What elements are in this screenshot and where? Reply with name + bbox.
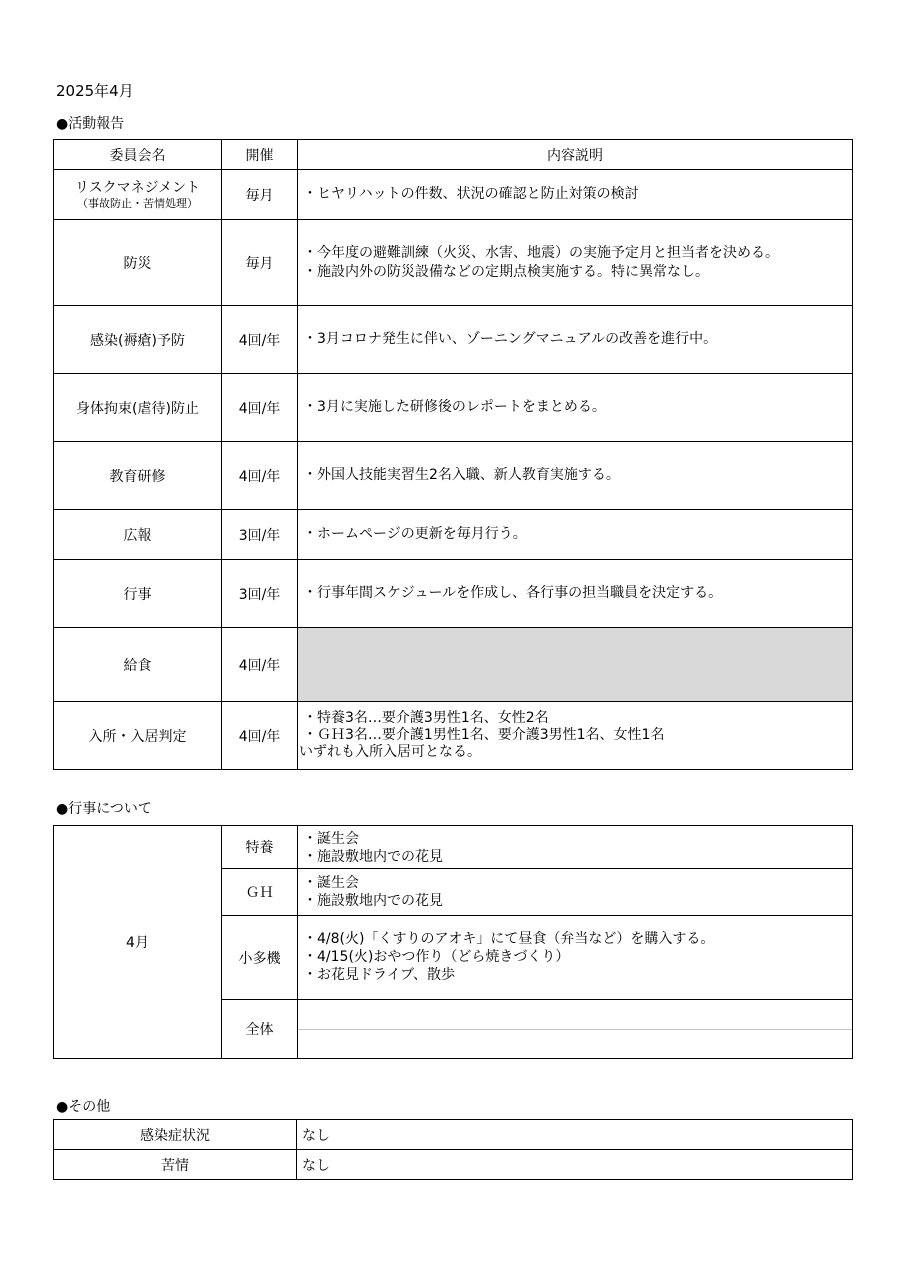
table-row <box>54 560 853 628</box>
event-content <box>298 826 853 869</box>
committee-name: 入所・入居判定 <box>54 702 222 770</box>
event-content <box>298 869 853 916</box>
event-line: ・4/15(火)おやつ作り（どら焼きづくり） <box>303 949 570 965</box>
event-group-label: 全体 <box>222 1000 298 1059</box>
event-line: ・お花見ドライブ、散歩 <box>303 967 456 983</box>
committee-name <box>54 170 222 220</box>
event-line: ・施設敷地内での花見 <box>303 893 443 909</box>
frequency-cell: 4回/年 <box>222 702 298 770</box>
event-line: ・施設敷地内での花見 <box>303 849 443 865</box>
description-cell <box>298 220 853 306</box>
events-table <box>53 825 853 1059</box>
table-row <box>54 510 853 560</box>
description-cell <box>298 702 853 770</box>
event-line: ・4/8(火)「くすりのアオキ」にて昼食（弁当など）を購入する。 <box>303 931 715 947</box>
event-group-label: 特養 <box>222 826 298 869</box>
description-line: ・3月に実施した研修後のレポートをまとめる。 <box>303 399 606 415</box>
events-section-title: ●行事について <box>56 801 152 817</box>
table-row <box>54 628 853 702</box>
description-line: ・ホームページの更新を毎月行う。 <box>303 526 527 542</box>
other-value: なし <box>297 1150 853 1180</box>
column-header-description: 内容説明 <box>298 140 853 170</box>
frequency-cell: 4回/年 <box>222 442 298 510</box>
description-cell <box>298 442 853 510</box>
table-row <box>54 1120 853 1150</box>
event-group-label: ＧＨ <box>222 869 298 916</box>
table-row <box>54 170 853 220</box>
frequency-cell: 3回/年 <box>222 560 298 628</box>
description-line: ・施設内外の防災設備などの定期点検実施する。特に異常なし。 <box>303 263 709 280</box>
other-value: なし <box>297 1120 853 1150</box>
frequency-cell: 4回/年 <box>222 628 298 702</box>
description-cell <box>298 170 853 220</box>
event-month: 4月 <box>54 826 222 1059</box>
committee-name: 防災 <box>54 220 222 306</box>
other-label: 苦情 <box>54 1150 297 1180</box>
frequency-cell: 4回/年 <box>222 374 298 442</box>
table-row <box>54 374 853 442</box>
description-cell <box>298 306 853 374</box>
frequency-cell: 4回/年 <box>222 306 298 374</box>
description-line: ・外国人技能実習生2名入職、新人教育実施する。 <box>303 467 620 483</box>
table-row <box>54 702 853 770</box>
event-content-empty <box>298 1000 853 1059</box>
description-cell-empty <box>298 628 853 702</box>
event-group-label: 小多機 <box>222 916 298 1000</box>
description-cell <box>298 374 853 442</box>
column-header-frequency: 開催 <box>222 140 298 170</box>
activity-table <box>53 139 853 770</box>
column-header-committee: 委員会名 <box>54 140 222 170</box>
description-line: ・3月コロナ発生に伴い、ゾーニングマニュアルの改善を進行中。 <box>303 331 718 347</box>
table-row <box>54 306 853 374</box>
frequency-cell: 3回/年 <box>222 510 298 560</box>
empty-subrow <box>298 1000 852 1030</box>
description-line: ・ヒヤリハットの件数、状況の確認と防止対策の検討 <box>303 186 639 202</box>
committee-name-main: リスクマネジメント <box>74 179 201 196</box>
committee-name: 教育研修 <box>54 442 222 510</box>
table-row <box>54 220 853 306</box>
committee-name-sub: （事故防止・苦情処理） <box>77 196 198 210</box>
committee-name: 身体拘束(虐待)防止 <box>54 374 222 442</box>
committee-name: 行事 <box>54 560 222 628</box>
report-date: 2025年4月 <box>56 82 134 100</box>
committee-name: 広報 <box>54 510 222 560</box>
description-line: ・ＧＨ3名…要介護1男性1名、要介護3男性1名、女性1名 <box>303 727 665 743</box>
other-table <box>53 1119 853 1180</box>
committee-name: 給食 <box>54 628 222 702</box>
activity-header-row <box>54 140 853 170</box>
committee-name: 感染(褥瘡)予防 <box>54 306 222 374</box>
description-line: ・今年度の避難訓練（火災、水害、地震）の実施予定月と担当者を決める。 <box>303 244 779 261</box>
other-label: 感染症状況 <box>54 1120 297 1150</box>
event-line: ・誕生会 <box>303 831 359 847</box>
other-section-title: ●その他 <box>56 1099 111 1115</box>
event-content <box>298 916 853 1000</box>
table-row <box>54 1150 853 1180</box>
table-row <box>54 442 853 510</box>
event-line: ・誕生会 <box>303 875 359 891</box>
frequency-cell: 毎月 <box>222 170 298 220</box>
description-line: ・特養3名…要介護3男性1名、女性2名 <box>303 710 549 726</box>
description-line: ・行事年間スケジュールを作成し、各行事の担当職員を決定する。 <box>303 585 723 601</box>
description-cell <box>298 560 853 628</box>
event-row <box>54 826 853 869</box>
description-cell <box>298 510 853 560</box>
description-line: いずれも入所入居可となる。 <box>299 744 481 760</box>
activity-section-title: ●活動報告 <box>56 116 125 132</box>
frequency-cell: 毎月 <box>222 220 298 306</box>
